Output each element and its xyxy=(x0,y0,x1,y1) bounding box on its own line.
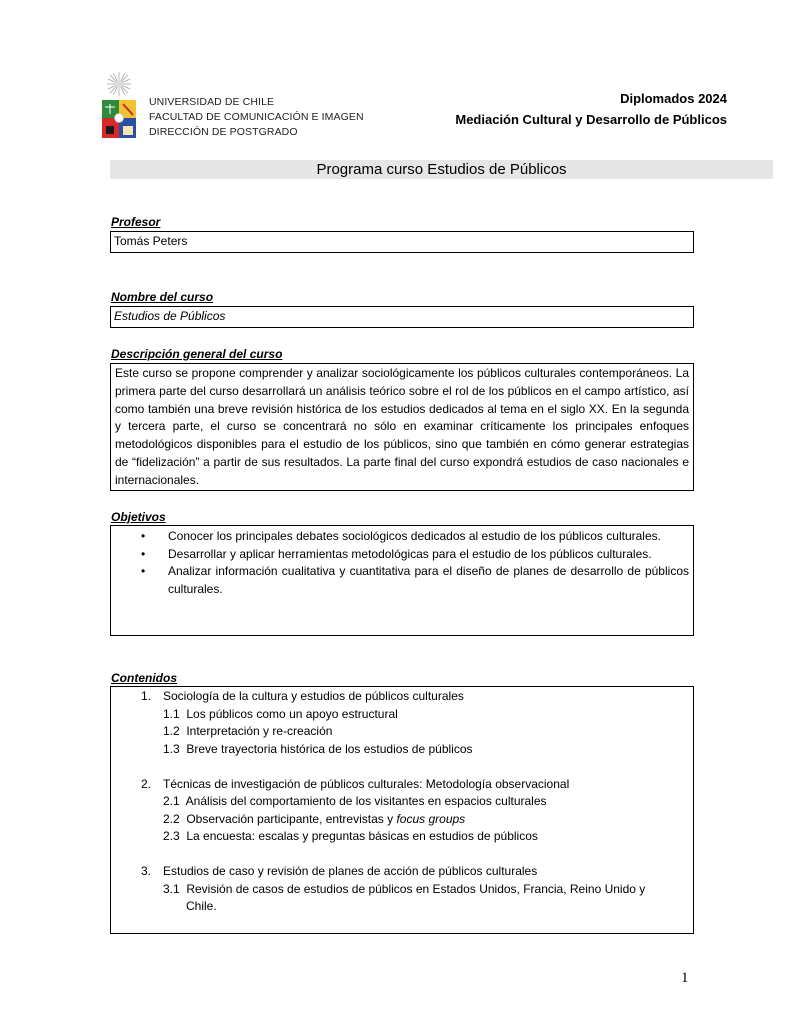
course-name-label: Nombre del curso xyxy=(111,290,214,304)
subunit: 3.1 Revisión de casos de estudios de públicos en Estados Unidos, Francia, Reino Unido y xyxy=(163,881,646,896)
unit-1: 1. Sociología de la cultura y estudios de públicos culturales xyxy=(141,689,464,703)
subunit: 2.3 La encuesta: escalas y preguntas básicas en estudios de públicos xyxy=(163,829,538,843)
unit-title: Técnicas de investigación de públicos culturales: Metodología observacional xyxy=(163,776,570,791)
institution-block xyxy=(149,95,364,140)
objective-item: • Conocer los principales debates sociológicos dedicados al estudio de los públicos culturales. xyxy=(111,528,689,546)
page-number: 1 xyxy=(681,970,689,986)
objective-item: • Desarrollar y aplicar herramientas metodológicas para el estudio de los públicos culturales. xyxy=(111,546,689,564)
document-title: Programa curso Estudios de Públicos xyxy=(316,161,567,178)
objectives-label: Objetivos xyxy=(111,510,166,524)
objectives-list xyxy=(111,528,693,598)
subunit: 1.3 Breve trayectoria histórica de los estudios de públicos xyxy=(163,741,473,756)
program-year: Diplomados 2024 xyxy=(620,91,727,106)
description-box xyxy=(110,363,694,491)
objectives-box xyxy=(110,525,694,636)
subunit-continuation: Chile. xyxy=(186,899,217,913)
description-label: Descripción general del curso xyxy=(111,347,283,361)
unit-3: 3. Estudios de caso y revisión de planes de acción de públicos culturales xyxy=(141,864,538,878)
unit-title: Sociología de la cultura y estudios de públicos culturales xyxy=(163,689,464,703)
unit-title: Estudios de caso y revisión de planes de acción de públicos culturales xyxy=(163,864,538,878)
objective-item: • Analizar información cualitativa y cuantitativa para el diseño de planes de desarrollo de públicos culturales. xyxy=(141,564,689,596)
department-line: DIRECCIÓN DE POSTGRADO xyxy=(149,126,298,138)
bullet-icon: • xyxy=(141,564,146,578)
contents-box xyxy=(110,686,694,934)
bullet-icon: • xyxy=(141,546,146,561)
university-crest-icon xyxy=(100,70,138,142)
document-title-bar xyxy=(110,160,773,179)
profesor-value: Tomás Peters xyxy=(114,234,188,248)
profesor-field xyxy=(110,231,694,253)
course-name-value: Estudios de Públicos xyxy=(114,309,226,323)
subunit: 2.1 Análisis del comportamiento de los visitantes en espacios culturales xyxy=(163,794,547,808)
profesor-label: Profesor xyxy=(111,215,161,229)
institution-line: UNIVERSIDAD DE CHILE xyxy=(149,96,275,108)
subunit: 2.2 Observación participante, entrevistas y focus groups xyxy=(163,811,466,826)
description-text: Este curso se propone comprender y analizar sociológicamente los públicos culturales contemporáneos. La primera parte del curso desarrollará un análisis teórico sobre el rol de los públicos en el campo artístico, así como también una breve revisión histórica de los estudios dedicados al tema en el siglo XX. En la segunda y tercera parte, el curso se concentrará no sólo en examinar críticamente los principales enfoques metodológicos disponibles para el estudio de los públicos, sino que también en cómo generar estrategias de “fidelización” a partir de sus resultados. La parte final del curso expondrá estudios de caso nacionales e internacionales. xyxy=(115,366,689,487)
unit-2: 2. Técnicas de investigación de públicos culturales: Metodología observacional xyxy=(141,776,570,791)
program-name: Mediación Cultural y Desarrollo de Públicos xyxy=(455,112,727,127)
subunit: 1.2 Interpretación y re-creación xyxy=(163,724,333,738)
course-name-field xyxy=(110,306,694,328)
program-header xyxy=(455,88,727,130)
faculty-line: FACULTAD DE COMUNICACIÓN E IMAGEN xyxy=(149,111,364,123)
subunit: 1.1 Los públicos como un apoyo estructural xyxy=(163,706,398,721)
contents-label: Contenidos xyxy=(111,671,177,685)
bullet-icon: • xyxy=(141,529,146,543)
